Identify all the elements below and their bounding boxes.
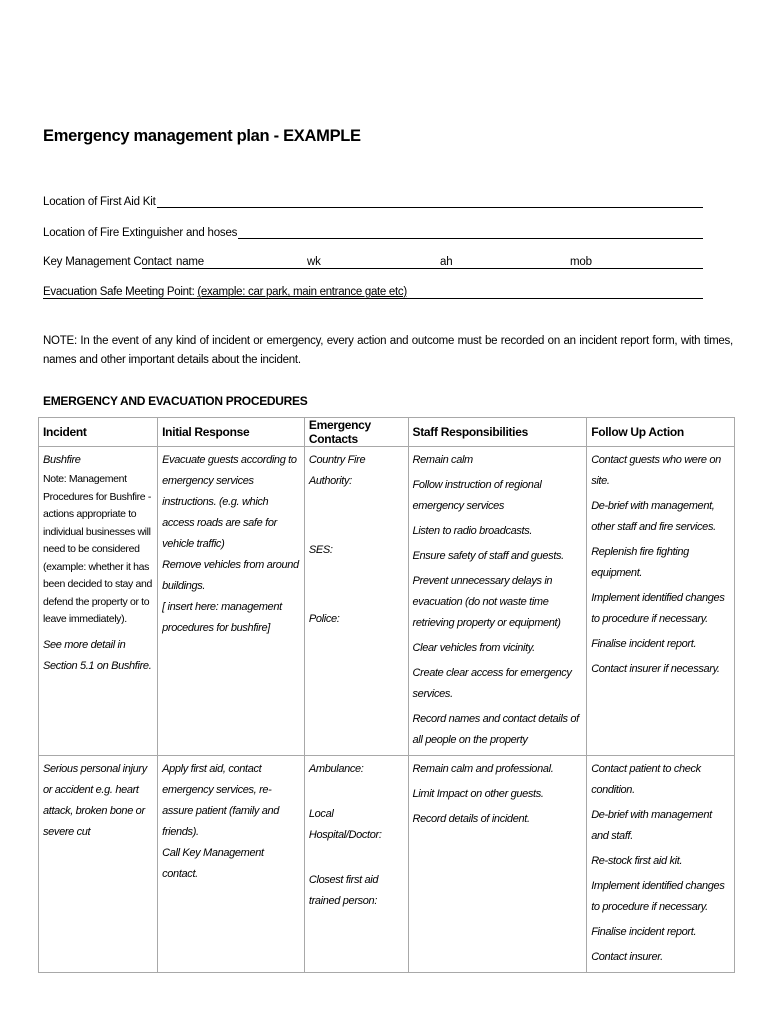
header-staff-responsibilities: Staff Responsibilities [408, 418, 587, 447]
incident-note-text: Note: Management Procedures for Bushfire - actions appropriate to individual businesses will need to be considered (example: whether it has been decided to stay and defend the property or to leave immediately). [43, 473, 152, 625]
follow-up-item: Contact patient to check condition. [591, 763, 701, 796]
emergency-contact-item: Closest first aid trained person: [308, 874, 379, 907]
evacuation-meeting-point-blank[interactable] [43, 298, 703, 299]
cell-incident [39, 756, 158, 973]
staff-responsibility-item: Record names and contact details of all people on the property [412, 713, 579, 746]
initial-response-item: [ insert here: management procedures for bushfire] [162, 601, 282, 634]
evacuation-meeting-point-field [43, 283, 703, 301]
section-heading: EMERGENCY AND EVACUATION PROCEDURES [43, 394, 308, 408]
first-aid-kit-blank[interactable] [157, 194, 703, 208]
emergency-contact-item: Police: [308, 613, 340, 625]
emergency-contact-item: Local Hospital/Doctor: [308, 808, 382, 841]
key-contact-mob-label: mob [570, 256, 592, 268]
fire-extinguisher-label: Location of Fire Extinguisher and hoses [43, 227, 238, 239]
cell-emergency-contacts [304, 756, 408, 973]
first-aid-kit-field [43, 190, 703, 208]
follow-up-item: Implement identified changes to procedure if necessary. [591, 592, 725, 625]
staff-responsibility-item: Remain calm [412, 454, 473, 466]
cell-staff-responsibilities [408, 756, 587, 973]
follow-up-item: Contact guests who were on site. [591, 454, 721, 487]
emergency-contact-item: SES: [308, 544, 333, 556]
follow-up-item: De-brief with management, other staff and fire services. [591, 500, 716, 533]
key-contact-wk-label: wk [307, 256, 321, 268]
key-contact-name-label: name [176, 256, 204, 268]
follow-up-item: Finalise incident report. [591, 638, 697, 650]
cell-emergency-contacts [304, 447, 408, 756]
evacuation-example: (example: car park, main entrance gate etc) [197, 286, 407, 298]
cell-staff-responsibilities [408, 447, 587, 756]
incident-title: Bushfire [43, 454, 81, 466]
key-contact-blank[interactable] [142, 268, 703, 269]
initial-response-item: Call Key Management contact. [162, 847, 264, 880]
header-follow-up-action: Follow Up Action [587, 418, 735, 447]
emergency-contact-item: Ambulance: [308, 763, 364, 775]
fire-extinguisher-blank[interactable] [238, 225, 703, 239]
follow-up-item: De-brief with management and staff. [591, 809, 712, 842]
staff-responsibility-item: Prevent unnecessary delays in evacuation (do not waste time retrieving property or equipment) [412, 575, 561, 629]
emergency-contact-item: Country Fire Authority: [308, 454, 366, 487]
follow-up-item: Finalise incident report. [591, 926, 697, 938]
follow-up-item: Implement identified changes to procedure if necessary. [591, 880, 725, 913]
cell-follow-up [587, 447, 735, 756]
cell-initial-response [158, 756, 305, 973]
key-management-contact-field [43, 253, 703, 271]
follow-up-item: Replenish fire fighting equipment. [591, 546, 689, 579]
staff-responsibility-item: Listen to radio broadcasts. [412, 525, 533, 537]
follow-up-item: Re-stock first aid kit. [591, 855, 683, 867]
table-row [39, 756, 735, 973]
cell-follow-up [587, 756, 735, 973]
incident-title: Serious personal injury or accident e.g. heart attack, broken bone or severe cut [43, 763, 147, 838]
cell-initial-response [158, 447, 305, 756]
document-title: Emergency management plan - EXAMPLE [43, 127, 361, 145]
key-contact-ah-label: ah [440, 256, 453, 268]
initial-response-item: Evacuate guests according to emergency services instructions. (e.g. which access roads are safe for vehicle traffic) [162, 454, 297, 550]
follow-up-item: Contact insurer. [591, 951, 663, 963]
header-initial-response: Initial Response [158, 418, 305, 447]
evacuation-label: Evacuation Safe Meeting Point: [43, 286, 198, 298]
first-aid-kit-label: Location of First Aid Kit [43, 196, 156, 208]
key-contact-label: Key Management Contact [43, 256, 172, 268]
initial-response-item: Remove vehicles from around buildings. [162, 559, 299, 592]
header-emergency-contacts: Emergency Contacts [304, 418, 408, 447]
table-row [39, 447, 735, 756]
staff-responsibility-item: Limit Impact on other guests. [412, 788, 544, 800]
initial-response-item: Apply first aid, contact emergency services, re-assure patient (family and friends). [162, 763, 279, 838]
staff-responsibility-item: Ensure safety of staff and guests. [412, 550, 564, 562]
follow-up-item: Contact insurer if necessary. [591, 663, 720, 675]
staff-responsibility-item: Clear vehicles from vicinity. [412, 642, 535, 654]
staff-responsibility-item: Follow instruction of regional emergency services [412, 479, 542, 512]
header-incident: Incident [39, 418, 158, 447]
evacuation-label-wrap [43, 286, 407, 298]
staff-responsibility-item: Remain calm and professional. [412, 763, 554, 775]
incident-note: NOTE: In the event of any kind of incident or emergency, every action and outcome must be recorded on an incident report form, with times, names and other important details about the incident. [43, 335, 733, 366]
incident-reference: See more detail in Section 5.1 on Bushfire. [43, 638, 152, 672]
fire-extinguisher-field [43, 221, 703, 239]
staff-responsibility-item: Record details of incident. [412, 813, 530, 825]
procedures-table [38, 417, 735, 973]
table-header-row [39, 418, 735, 447]
cell-incident [39, 447, 158, 756]
staff-responsibility-item: Create clear access for emergency services. [412, 667, 572, 700]
